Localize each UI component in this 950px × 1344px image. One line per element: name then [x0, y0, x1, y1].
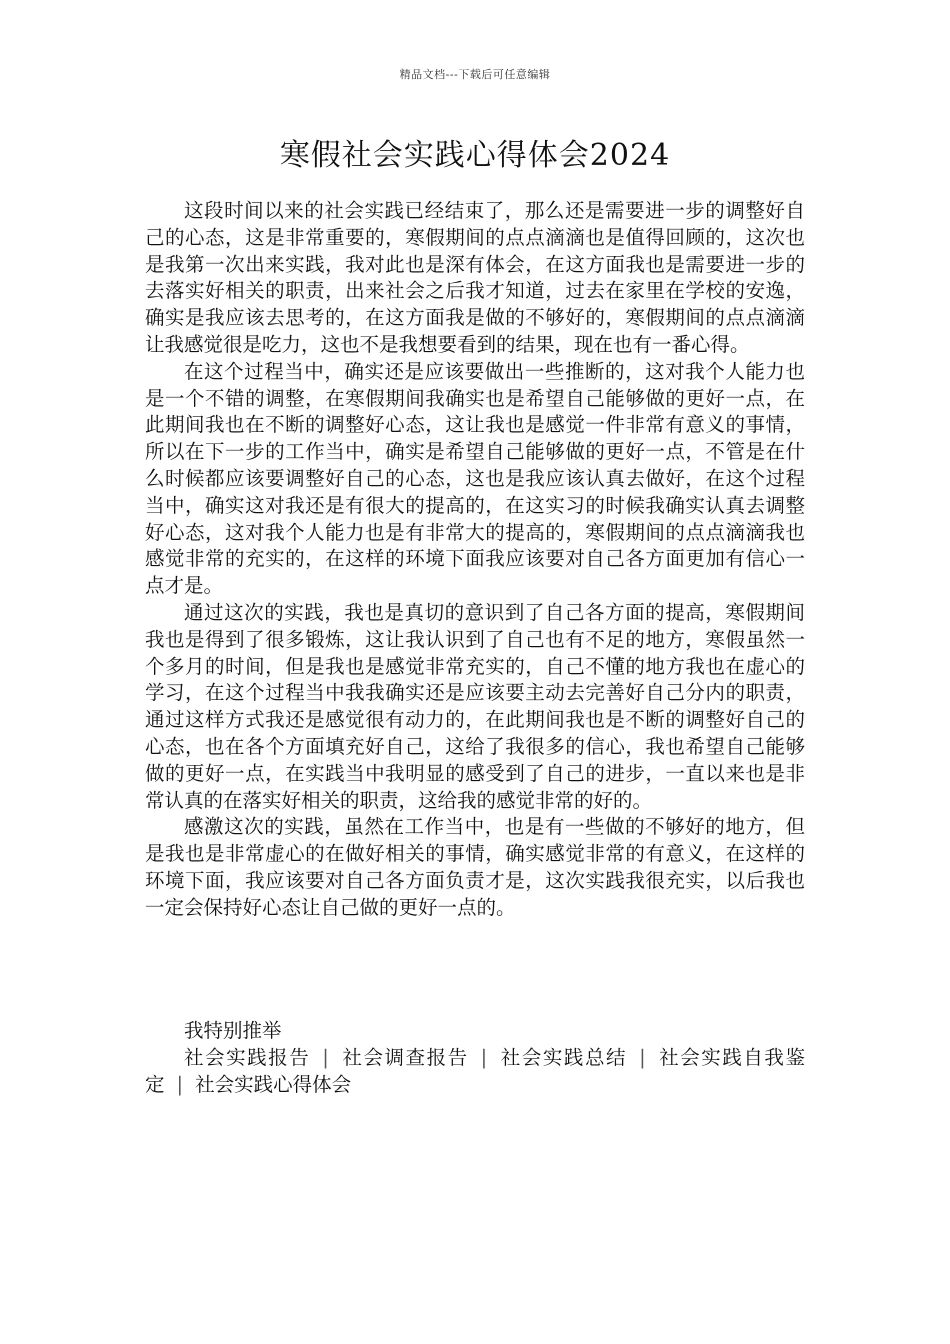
recommend-links [145, 1045, 805, 1099]
body-paragraph: 在这个过程当中，确实还是应该要做出一些推断的，这对我个人能力也是一个不错的调整，在寒假期间我确实也是希望自己能够做的更好一点，在此期间我也在不断的调整好心态，这让我也是感觉一件非常有意义的事情，所以在下一步的工作当中，确实是希望自己能够做的更好一点，不管是在什么时候都应该要调整好自己的心态，这也是我应该认真去做好，在这个过程当中，确实这对我还是有很大的提高的，在这实习的时候我确实认真去调整好心态，这对我个人能力也是有非常大的提高的，寒假期间的点点滴滴我也感觉非常的充实的，在这样的环境下面我应该要对自己各方面更加有信心一点才是。 [145, 359, 805, 598]
link-separator: | [480, 1045, 488, 1069]
body-paragraph: 这段时间以来的社会实践已经结束了，那么还是需要进一步的调整好自己的心态，这是非常重要的，寒假期间的点点滴滴也是值得回顾的，这次也是我第一次出来实践，我对此也是深有体会，在这方面我也是需要进一步的去落实好相关的职责，出来社会之后我才知道，过去在家里在学校的安逸，确实是我应该去思考的，在这方面我是做的不够好的，寒假期间的点点滴滴让我感觉很是吃力，这也不是我想要看到的结果，现在也有一番心得。 [145, 199, 805, 356]
recommend-link-social-practice-summary[interactable]: 社会实践总结 [499, 1045, 628, 1069]
body-paragraph: 通过这次的实践，我也是真切的意识到了自己各方面的提高，寒假期间我也是得到了很多锻炼，这让我认识到了自己也有不足的地方，寒假虽然一个多月的时间，但是我也是感觉非常充实的，自己不懂的地方我也在虚心的学习，在这个过程当中我我确实还是应该要主动去完善好自己分内的职责，通过这样方式我还是感觉很有动力的，在此期间我也是不断的调整好自己的心态，也在各个方面填充好自己，这给了我很多的信心，我也希望自己能够做的更好一点，在实践当中我明显的感受到了自己的进步，一直以来也是非常认真的在落实好相关的职责，这给我的感觉非常的好的。 [145, 600, 805, 812]
recommend-link-social-survey-report[interactable]: 社会调查报告 [340, 1045, 469, 1069]
link-separator: | [639, 1045, 646, 1069]
recommend-link-social-practice-report[interactable]: 社会实践报告 [184, 1045, 311, 1069]
recommend-section [145, 1018, 805, 1098]
document-body [145, 198, 805, 922]
recommend-heading: 我特别推举 [184, 1019, 282, 1042]
recommend-link-practice-reflections[interactable]: 社会实践心得体会 [195, 1072, 352, 1096]
recommend-link-self-appraisal[interactable]: 社会实践自我鉴定 [145, 1045, 805, 1096]
header-note: 精品文档---下载后可任意编辑 [399, 68, 551, 81]
link-separator: | [176, 1072, 184, 1096]
document-title: 寒假社会实践心得体会2024 [279, 138, 671, 173]
link-separator: | [322, 1045, 329, 1069]
body-paragraph: 感激这次的实践，虽然在工作当中，也是有一些做的不够好的地方，但是我也是非常虚心的在做好相关的事情，确实感觉非常的有意义，在这样的环境下面，我应该要对自己各方面负责才是，这次实践我很充实，以后我也一定会保持好心态让自己做的更好一点的。 [145, 815, 805, 919]
